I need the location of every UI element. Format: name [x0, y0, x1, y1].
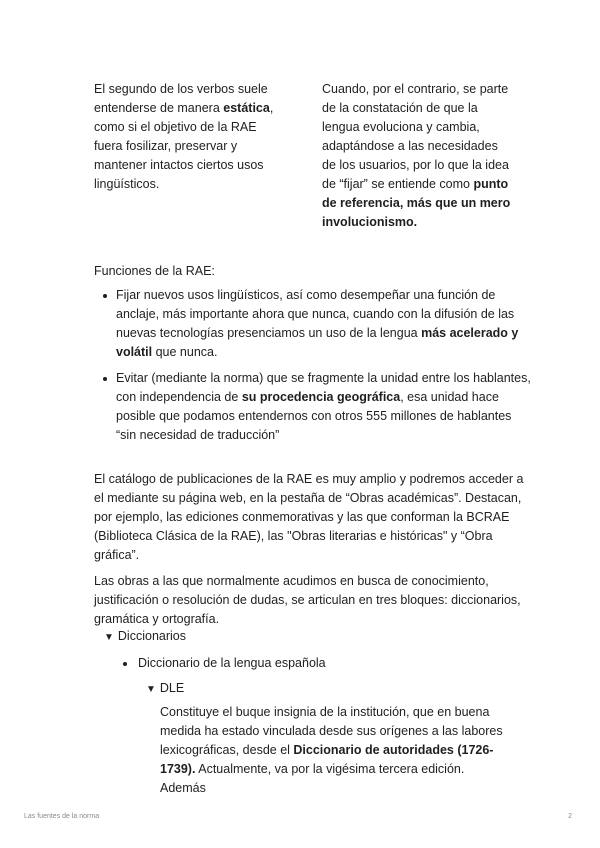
bold-diccionario-autoridades: Diccionario de autoridades (1726-1739).: [160, 743, 494, 776]
toggle-dle[interactable]: ▼ DLE: [146, 681, 185, 695]
bullet-icon: [103, 294, 107, 298]
bullet-icon: [103, 377, 107, 381]
list-item: Evitar (mediante la norma) que se fragmente la unidad entre los hablantes, con independencia de su procedencia geográfica, esa unidad hace posible que podamos entendernos con otros 555 millones de hablantes “sin necesidad de traducción”: [94, 369, 534, 445]
dle-description: Constituye el buque insignia de la institución, que en buena medida ha estado vinculada desde sus orígenes a las labores lexicográficas, desde el Diccionario de autoridades (1726-1739). Actualmente, va por la vigésima tercera edición. Además: [160, 705, 503, 795]
paragraph-catalog: El catálogo de publicaciones de la RAE es muy amplio y podremos acceder a el mediante su página web, en la pestaña de “Obras académicas”. Destacan, por ejemplo, las ediciones conmemorativas y las que conforman la BCRAE (Biblioteca Clásica de la RAE), las "Obras literarias e históricas" y “Obra gráfica”.: [94, 472, 524, 562]
bold-estatica: estática: [223, 101, 270, 115]
main-text: [94, 470, 534, 636]
right-column-text: Cuando, por el contrario, se parte de la constatación de que la lengua evoluciona y cambia, adaptándose a las necesidades de los usuarios, por lo que la idea de “fijar” se entiende como punto de referencia, más que un mero involucionismo.: [322, 82, 511, 229]
functions-list: [94, 286, 534, 452]
triangle-down-icon: ▼: [104, 632, 114, 643]
right-column: [322, 80, 514, 232]
list-item-diccionario-lengua: Diccionario de la lengua española: [120, 654, 326, 673]
footer-title: Las fuentes de la norma: [24, 813, 100, 820]
list-item: Fijar nuevos usos lingüísticos, así como desempeñar una función de anclaje, más importante ahora que nunca, cuando con la difusión de las nuevas tecnologías presenciamos un uso de la lengua más acelerado y volátil que nunca.: [94, 286, 534, 362]
left-column: [94, 80, 286, 194]
functions-heading: Funciones de la RAE:: [94, 264, 215, 278]
bold-punto-de-referencia: punto de referencia, más que un mero involucionismo.: [322, 177, 511, 229]
bullet-icon: [123, 662, 127, 666]
left-column-text: El segundo de los verbos suele entenderse de manera estática, como si el objetivo de la RAE fuera fosilizar, preservar y mantener intactos ciertos usos lingüísticos.: [94, 82, 274, 191]
paragraph-blocks: Las obras a las que normalmente acudimos en busca de conocimiento, justificación o resolución de dudas, se articulan en tres bloques: diccionarios, gramática y ortografía.: [94, 574, 521, 626]
page-number: 2: [568, 813, 572, 820]
toggle-diccionarios[interactable]: ▼ Diccionarios: [104, 629, 186, 643]
triangle-down-icon: ▼: [146, 684, 156, 695]
